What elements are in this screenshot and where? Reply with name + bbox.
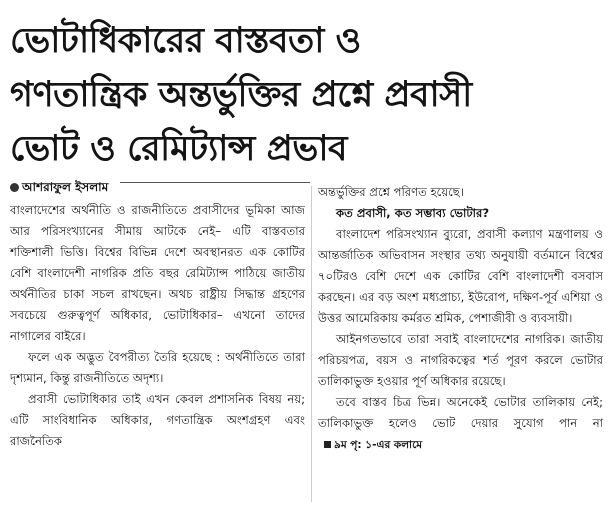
section-subhead: কত প্রবাসী, কত সম্ভাব্য ভোটার? [336, 206, 490, 220]
paragraph-text: তবে বাস্তব চিত্র ভিন্ন। অনেকেই ভোটার তালিকায় নেই; তালিকাভুক্ত হলেও ভোট দেয়ার সুযোগ পান না [318, 395, 603, 430]
circle-bullet-icon [10, 183, 19, 192]
paragraph: প্রবাসী ভোটাধিকার তাই এখন কেবল প্রশাসনিক বিষয় নয়; এটি সাংবিধানিক অধিকার, গণতান্ত্রিক অংশগ্রহণ এবং রাজনৈতিক [10, 392, 305, 448]
author-name: আশরাফুল ইসলাম [22, 180, 109, 194]
column-divider [311, 186, 312, 502]
headline-line-2: গণতান্ত্রিক অন্তর্ভুক্তির প্রশ্নে প্রবাসী [10, 75, 472, 115]
article-column-left [10, 200, 305, 452]
article-column-right [318, 182, 603, 456]
paragraph [318, 392, 603, 456]
headline-line-1: ভোটাধিকারের বাস্তবতা ও [10, 21, 361, 61]
headline [10, 14, 606, 176]
paragraph-continuation: অন্তর্ভুক্তির প্রশ্নে পরিণত হয়েছে। [318, 185, 464, 199]
paragraph: আইনগতভাবে তারা সবাই বাংলাদেশের নাগরিক। জাতীয় পরিচয়পত্র, বয়স ও নাগরিকত্বের শর্ত পূরণ করলে ভোটার তালিকাভুক্ত হওয়ার পূর্ণ অধিকার রয়েছে। [318, 332, 603, 388]
headline-line-3: ভোট ও রেমিট্যান্স প্রভাব [10, 129, 347, 169]
paragraph: ফলে এক অদ্ভুত বৈপরীত্য তৈরি হয়েছে : অর্থনীতিতে তারা দৃশ্যমান, কিন্তু রাজনীতিতে অদৃশ্য। [10, 350, 305, 385]
square-marker-icon [324, 441, 331, 448]
byline [10, 180, 310, 194]
paragraph: বাংলাদেশ পরিসংখ্যান ব্যুরো, প্রবাসী কল্যাণ মন্ত্রণালয় ও আন্তর্জাতিক অভিবাসন সংস্থার তথ্য অনুযায়ী বর্তমানে বিশ্বের ৭০টিরও বেশি দেশে এক কোটির বেশি বাংলাদেশী বসবাস করছেন। এর বড় অংশ মধ্যপ্রাচ্য, ইউরোপ, দক্ষিণ-পূর্ব এশিয়া ও উত্তর আমেরিকায় কর্মরত শ্রমিক, পেশাজীবী ও ব্যবসায়ী। [318, 227, 603, 325]
continuation-jump [318, 439, 422, 451]
jump-label: ৯ম পৃ: ১-এর কলামে [334, 439, 423, 451]
paragraph: বাংলাদেশের অর্থনীতি ও রাজনীতিতে প্রবাসীদের ভূমিকা আজ আর পরিসংখ্যানের সীমায় আটকে নেই– এটি বাস্তবতার শক্তিশালী ভিত্তি। বিশ্বের বিভিন্ন দেশে অবস্থানরত এক কোটির বেশি বাংলাদেশী নাগরিক প্রতি বছর রেমিট্যান্স পাঠিয়ে জাতীয় অর্থনীতির চাকা সচল রাখছেন। অথচ রাষ্ট্রীয় সিদ্ধান্ত গ্রহণের সবচেয়ে গুরুত্বপূর্ণ অধিকার, ভোটাধিকার– এখনো তাদের নাগালের বাইরে। [10, 203, 305, 343]
